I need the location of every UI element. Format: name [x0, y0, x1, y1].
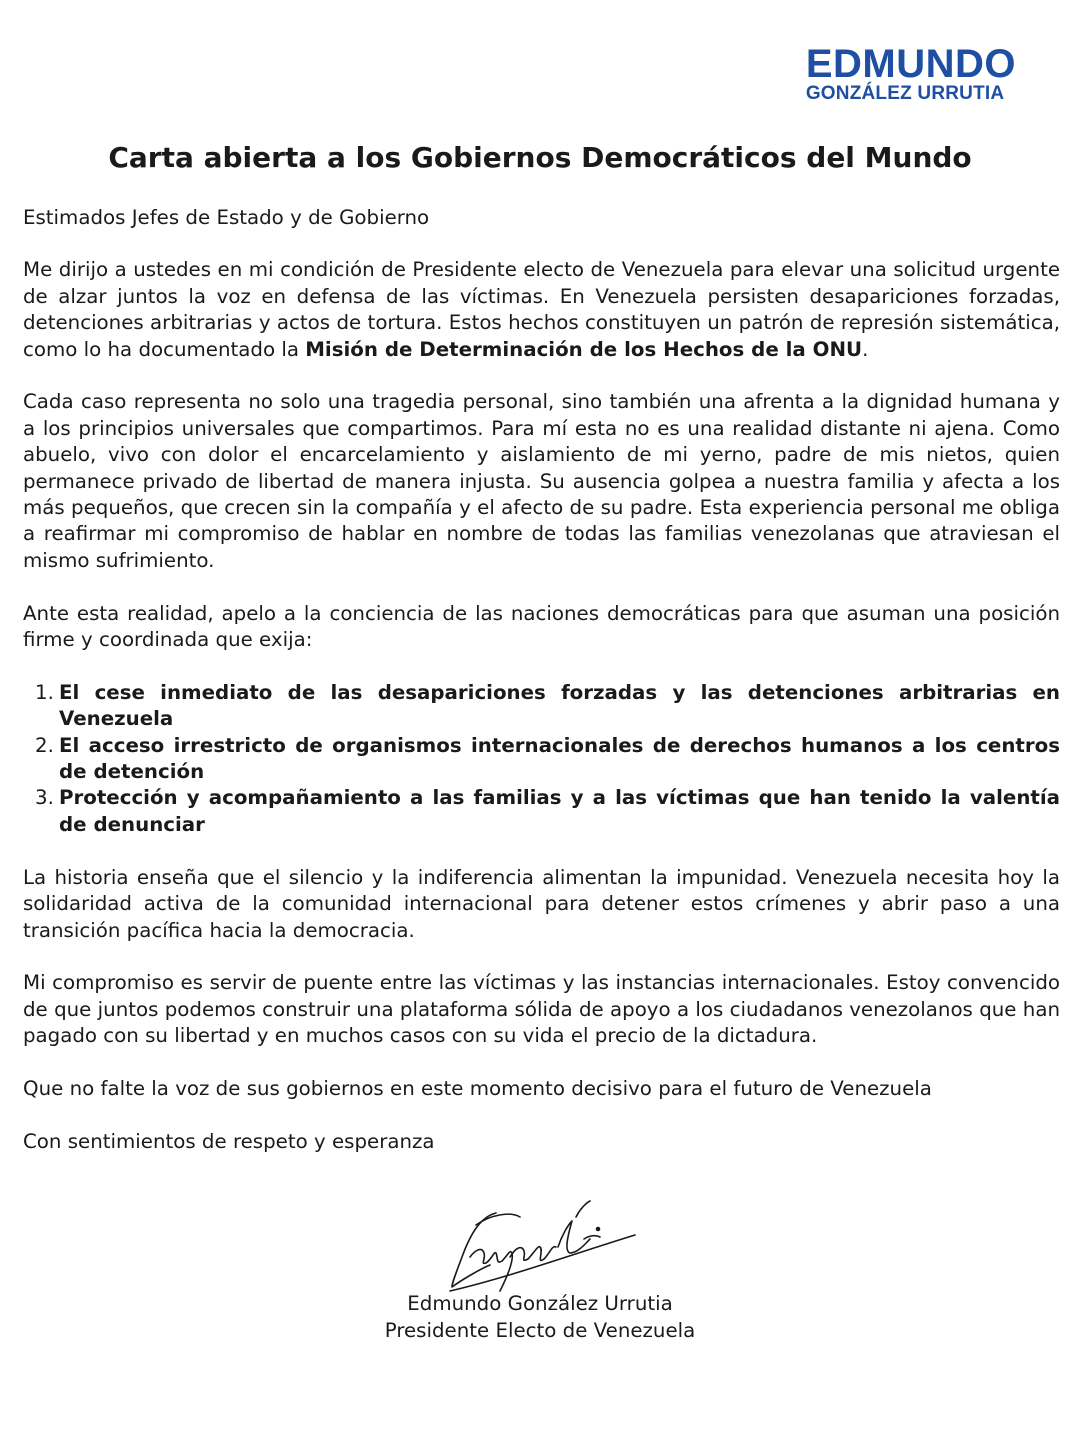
paragraph-5: Mi compromiso es servir de puente entre las víctimas y las instancias internacionales. Estoy convencido de que juntos podemos construir una plataforma sólida de apoyo a los ciudadanos venezolanos que han pagado con su libertad y en muchos casos con su vida el precio de la dictadura. [23, 971, 1060, 1048]
paragraph-2: Cada caso representa no solo una tragedia personal, sino también una afrenta a la dignidad humana y a los principios universales que compartimos. Para mí esta no es una realidad distante ni ajena. Como abuelo, vivo con dolor el encarcelamiento y aislamiento de mi yerno, padre de mis nietos, quien permanece privado de libertad de manera injusta. Su ausencia golpea a nuestra familia y afecta a los más pequeños, que crecen sin la compañía y el afecto de su padre. Esta experiencia personal me obliga a reafirmar mi compromiso de hablar en nombre de todas las familias venezolanas que atraviesan el mismo sufrimiento. [23, 390, 1060, 572]
paragraph-1-bold: Misión de Determinación de los Hechos de la ONU [305, 337, 863, 361]
paragraph-1-text: Me dirijo a ustedes en mi condición de Presidente electo de Venezuela para elevar una solicitud urgente de alzar juntos la voz en defensa de las víctimas. En Venezuela persisten desapariciones forzadas, detenciones arbitrarias y actos de tortura. Estos hechos constituyen un patrón de represión sistemática, como lo ha documentado la [23, 258, 1060, 361]
demands-list [23, 680, 1060, 838]
demand-item [23, 733, 1060, 786]
demand-item [23, 680, 1060, 733]
demand-item [23, 785, 1060, 838]
paragraph-1-end: . [862, 337, 869, 361]
letter-title: Carta abierta a los Gobiernos Democráticos del Mundo [108, 141, 972, 174]
closing-line: Con sentimientos de respeto y esperanza [23, 1129, 435, 1153]
signer-title: Presidente Electo de Venezuela [384, 1319, 696, 1342]
logo-name: EDMUNDO [805, 42, 1016, 86]
paragraph-3: Ante esta realidad, apelo a la conciencia de las naciones democráticas para que asuman una posición firme y coordinada que exija: [23, 601, 1060, 652]
demand-number: 2. [35, 733, 54, 757]
logo-surname: GONZÁLEZ URRUTIA [805, 83, 1005, 104]
paragraph-4: La historia enseña que el silencio y la indiferencia alimentan la impunidad. Venezuela necesita hoy la solidaridad activa de la comunidad internacional para detener estos crímenes y abrir paso a una transición pacífica hacia la democracia. [23, 865, 1060, 942]
demand-text: Protección y acompañamiento a las familias y a las víctimas que han tenido la valentía de denunciar [59, 786, 1060, 836]
demand-number: 1. [35, 680, 54, 704]
paragraph-1 [23, 257, 1060, 363]
handwritten-signature [440, 1195, 640, 1300]
demand-number: 3. [35, 786, 54, 810]
signer-name: Edmundo González Urrutia [407, 1292, 673, 1315]
demand-text: El cese inmediato de las desapariciones forzadas y las detenciones arbitrarias en Venezuela [59, 680, 1060, 731]
demand-text: El acceso irrestricto de organismos internacionales de derechos humanos a los centros de detención [59, 733, 1060, 784]
paragraph-6: Que no falte la voz de sus gobiernos en este momento decisivo para el futuro de Venezuela [23, 1076, 932, 1100]
greeting: Estimados Jefes de Estado y de Gobierno [23, 206, 430, 229]
brand-logo [806, 44, 1016, 104]
letter-body [23, 205, 1060, 1182]
